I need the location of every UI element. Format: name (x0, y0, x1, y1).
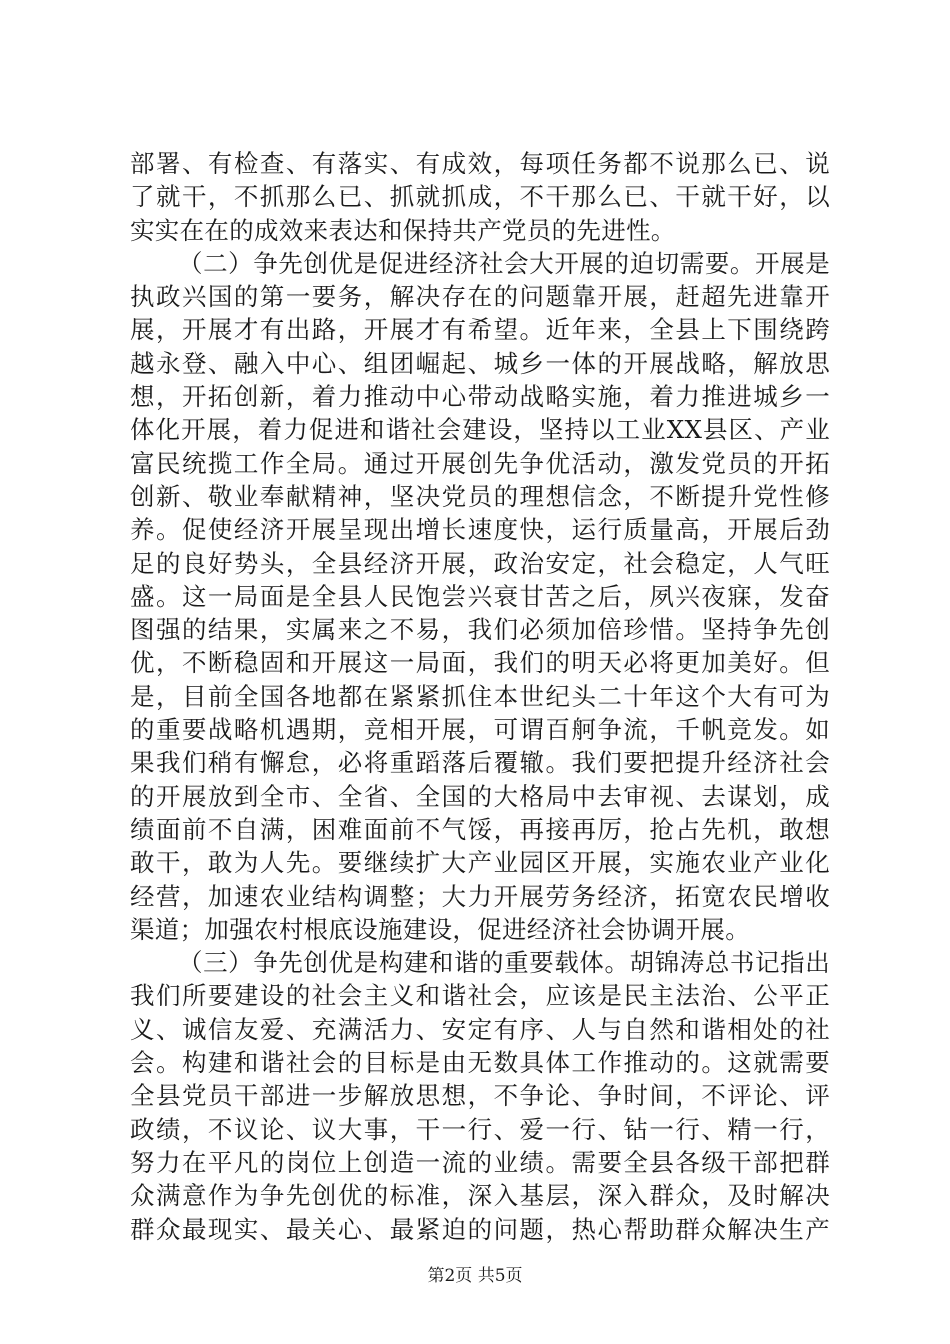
text-line: 富民统揽工作全局。通过开展创先争优活动，激发党员的开拓 (130, 448, 830, 478)
document-body (130, 147, 830, 1246)
text-line: 优，不断稳固和开展这一局面，我们的明天必将更加美好。但 (130, 648, 830, 678)
text-line: 经营，加速农业结构调整；大力开展劳务经济，拓宽农民增收 (130, 881, 830, 911)
text-line: 展，开展才有出路，开展才有希望。近年来，全县上下围绕跨 (130, 315, 830, 345)
text-line: 了就干，不抓那么已、抓就抓成，不干那么已、干就干好，以 (130, 182, 830, 212)
text-line: 政绩，不议论、议大事，干一行、爱一行、钻一行、精一行， (130, 1114, 830, 1144)
text-line: 敢干，敢为人先。要继续扩大产业园区开展，实施农业产业化 (130, 848, 830, 878)
text-line: 图强的结果，实属来之不易，我们必须加倍珍惜。坚持争先创 (130, 615, 830, 645)
page-number-footer: 第2页 共5页 (427, 1266, 523, 1286)
text-line: 实实在在的成效来表达和保持共产党员的先进性。 (130, 215, 676, 245)
paragraph-start-line: （二）争先创优是促进经济社会大开展的迫切需要。开展是 (178, 248, 830, 278)
text-line: 部署、有检查、有落实、有成效，每项任务都不说那么已、说 (130, 149, 830, 178)
text-line: 会。构建和谐社会的目标是由无数具体工作推动的。这就需要 (130, 1048, 830, 1078)
text-line: 众满意作为争先创优的标准，深入基层，深入群众，及时解决 (130, 1181, 830, 1211)
text-line: 群众最现实、最关心、最紧迫的问题，热心帮助群众解决生产 (130, 1214, 830, 1244)
text-line: 越永登、融入中心、组团崛起、城乡一体的开展战略，解放思 (130, 348, 830, 378)
text-line: 是，目前全国各地都在紧紧抓住本世纪头二十年这个大有可为 (130, 681, 830, 711)
text-line: 创新、敬业奉献精神，坚决党员的理想信念，不断提升党性修 (130, 481, 830, 511)
text-line: 的开展放到全市、全省、全国的大格局中去审视、去谋划，成 (130, 781, 830, 811)
paragraph-start-line: （三）争先创优是构建和谐的重要载体。胡锦涛总书记指出 (178, 948, 830, 978)
text-line: 果我们稍有懈怠，必将重蹈落后覆辙。我们要把提升经济社会 (130, 748, 830, 778)
text-line: 全县党员干部进一步解放思想，不争论、争时间，不评论、评 (130, 1081, 830, 1111)
text-line: 足的良好势头，全县经济开展，政治安定，社会稳定，人气旺 (130, 548, 830, 578)
text-line: 绩面前不自满，困难面前不气馁，再接再厉，抢占先机，敢想 (130, 814, 830, 844)
text-line: 我们所要建设的社会主义和谐社会，应该是民主法治、公平正 (130, 981, 830, 1011)
text-line: 努力在平凡的岗位上创造一流的业绩。需要全县各级干部把群 (130, 1147, 830, 1177)
text-line: 渠道；加强农村根底设施建设，促进经济社会协调开展。 (130, 914, 750, 944)
text-line: 养。促使经济开展呈现出增长速度快，运行质量高，开展后劲 (130, 515, 830, 545)
text-line: 的重要战略机遇期，竞相开展，可谓百舸争流，千帆竞发。如 (130, 715, 830, 745)
text-line: 体化开展，着力促进和谐社会建设，坚持以工业XX县区、产业 (130, 415, 830, 445)
text-line: 义、诚信友爱、充满活力、安定有序、人与自然和谐相处的社 (130, 1014, 830, 1044)
text-line: 想，开拓创新，着力推动中心带动战略实施，着力推进城乡一 (130, 382, 830, 412)
text-line: 执政兴国的第一要务，解决存在的问题靠开展，赶超先进靠开 (130, 282, 830, 312)
text-line: 盛。这一局面是全县人民饱尝兴衰甘苦之后，夙兴夜寐，发奋 (130, 581, 830, 611)
